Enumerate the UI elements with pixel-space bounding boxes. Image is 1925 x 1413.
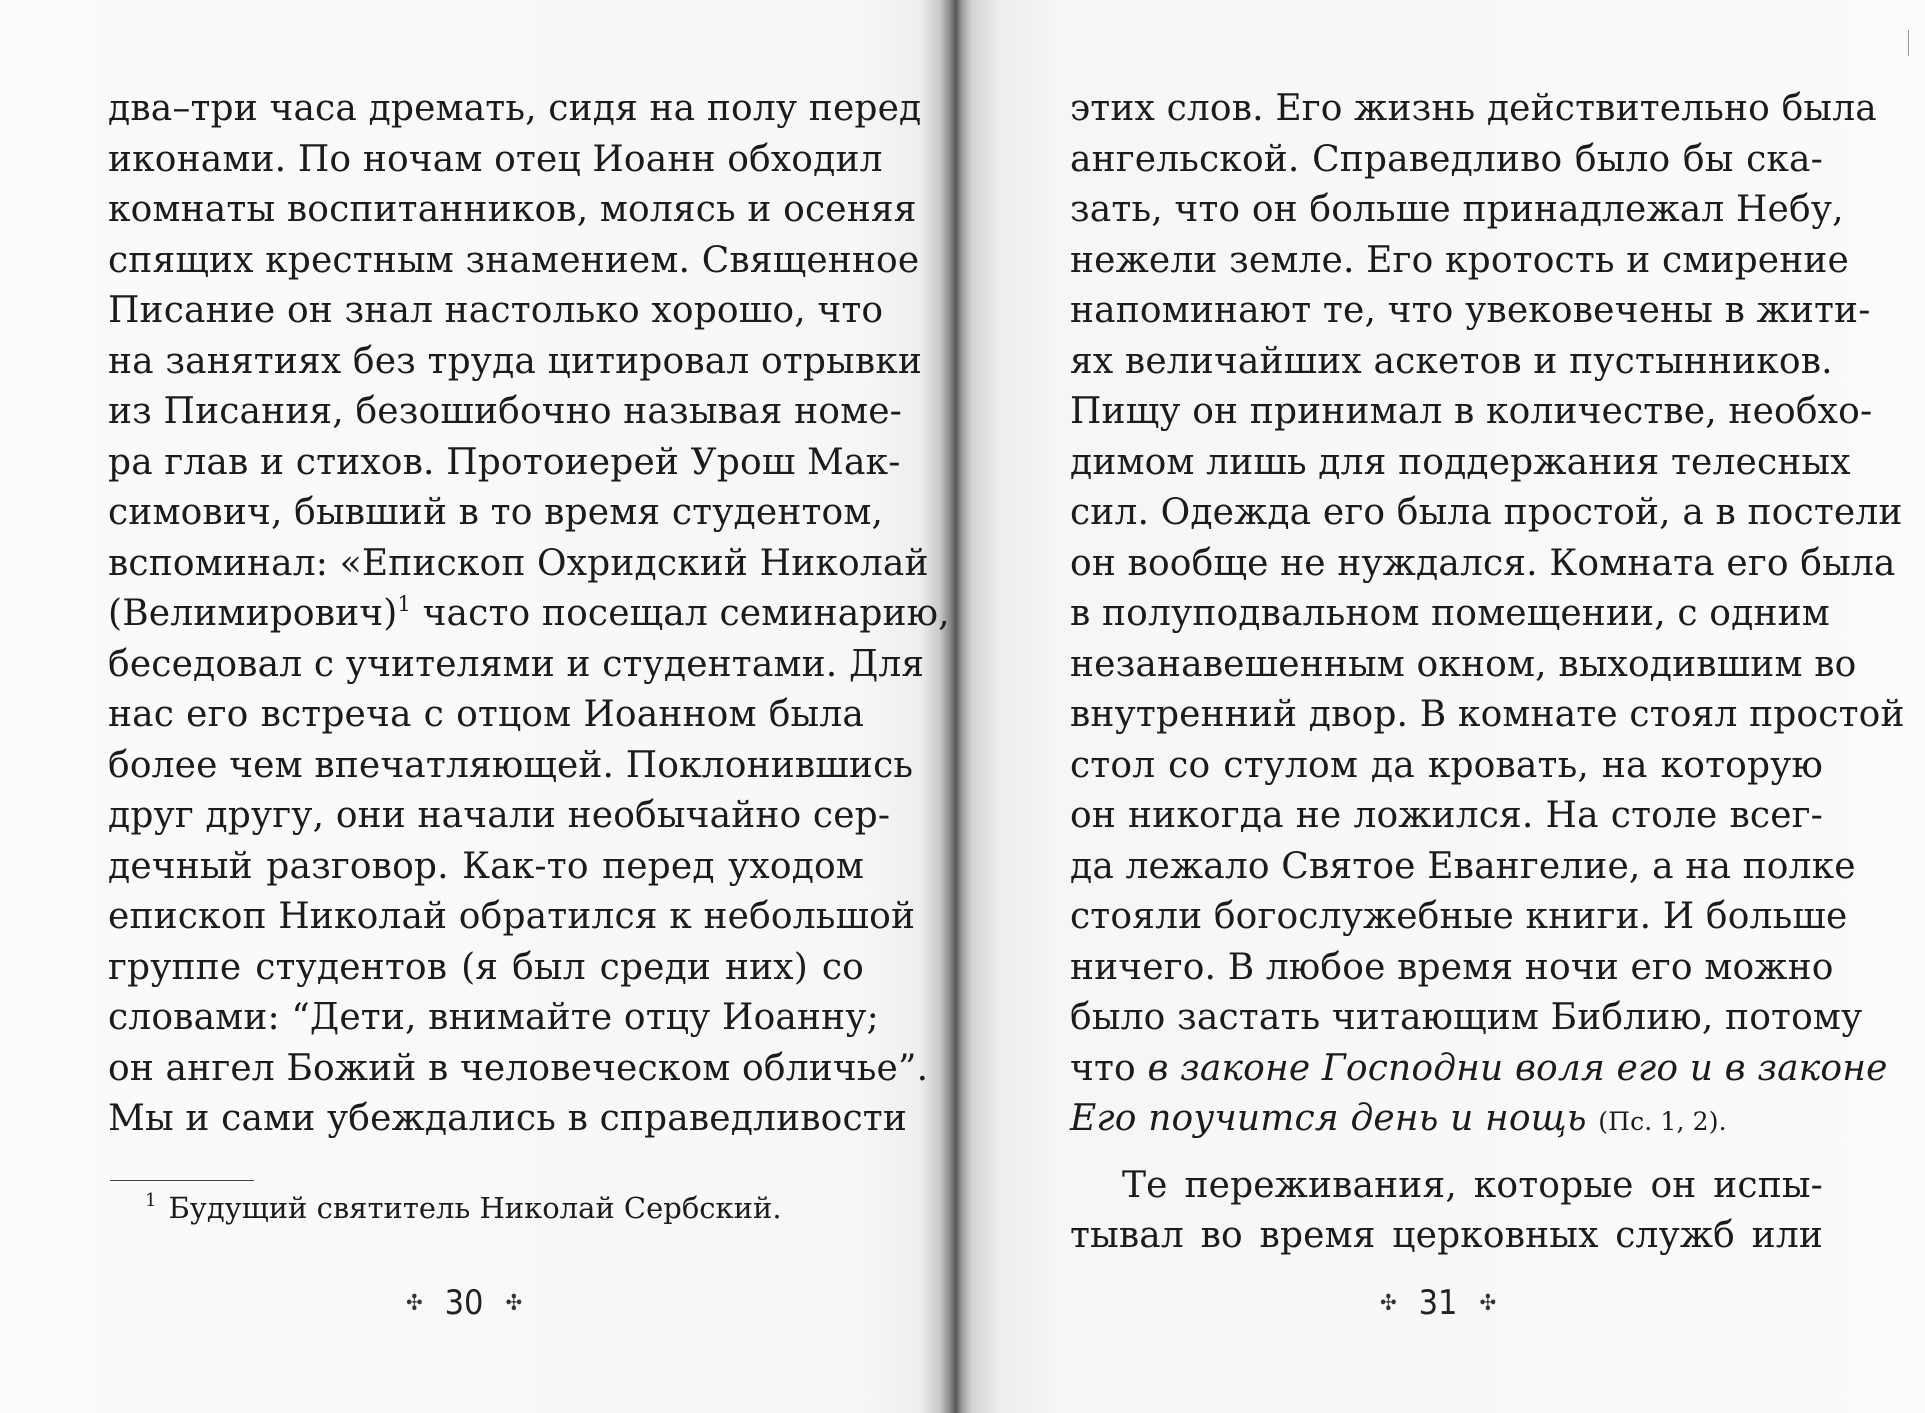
text-line: димом лишь для поддержания телесных: [1070, 441, 1851, 483]
page-number: 30: [444, 1283, 484, 1323]
ornament-cross-icon: ✣: [406, 1290, 423, 1316]
left-page: [0, 0, 955, 1413]
text-line-quotation: [1070, 1094, 1823, 1145]
text-line: стояли богослужебные книги. И больше: [1070, 896, 1848, 937]
footnote-marker: 1: [145, 1190, 157, 1211]
text-line-with-footnote: [108, 589, 950, 640]
footnote: [145, 1188, 782, 1228]
right-page: [958, 0, 1925, 1413]
text-line: зать, что он больше принадлежал Небу,: [1070, 189, 1844, 230]
text-line: на занятиях без труда цитировал отрывки: [108, 340, 923, 382]
text-line: ра глав и стихов. Протоиерей Урош Мак-: [108, 441, 901, 483]
text-line: тывал во время церковных служб или: [1070, 1215, 1823, 1256]
text-line: этих слов. Его жизнь действительно была: [1070, 88, 1877, 129]
paragraph-first-line: Те переживания, которые он испы-: [1122, 1164, 1823, 1206]
text-line: было застать читающим Библию, потому: [1070, 997, 1863, 1038]
text-line: группе студентов (я был среди них) со: [108, 946, 864, 988]
text-line: комнаты воспитанников, молясь и осеняя: [108, 189, 917, 230]
text-line: напоминают те, что увековечены в жити-: [1070, 290, 1871, 331]
text-line: ангельской. Справедливо было бы ска-: [1070, 138, 1823, 180]
text-line: беседовал с учителями и студентами. Для: [108, 643, 925, 685]
right-page-text: [1070, 84, 1905, 1262]
page-corner-mark: [1908, 30, 1917, 56]
text-line: словами: “Дети, внимайте отцу Иоанну;: [108, 997, 879, 1038]
text-line: он ангел Божий в человеческом обличье”.: [108, 1047, 929, 1089]
text-line: в полуподвальном помещении, с одним: [1070, 593, 1830, 634]
text-segment: часто посещал семинарию,: [422, 593, 950, 634]
footnote-reference[interactable]: 1: [397, 592, 411, 616]
text-line: из Писания, безошибочно называя номе-: [108, 391, 902, 432]
page-number: 31: [1418, 1283, 1458, 1323]
text-line: стол со стулом да кровать, на которую: [1070, 744, 1823, 786]
text-line: два–три часа дремать, сидя на полу перед: [108, 88, 922, 129]
text-line: он никогда не ложился. На столе всег-: [1070, 795, 1823, 836]
ornament-cross-icon: ✣: [505, 1290, 523, 1316]
footnote-divider: [110, 1180, 254, 1181]
text-line: иконами. По ночам отец Иоанн обходил: [108, 138, 883, 180]
text-line-quotation: [1070, 1044, 1888, 1095]
text-line: да лежало Святое Евангелие, а на полке: [1070, 845, 1856, 887]
text-segment: что: [1070, 1047, 1136, 1089]
text-line: Писание он знал настолько хорошо, что: [108, 290, 884, 331]
ornament-cross-icon: ✣: [1479, 1290, 1497, 1316]
text-line: симович, бывший в то время студентом,: [108, 492, 884, 533]
text-line: дечный разговор. Как-то перед уходом: [108, 845, 864, 887]
psalm-quotation: Его поучится день и нощь: [1070, 1098, 1587, 1139]
text-line: епископ Николай обратился к небольшой: [108, 896, 916, 937]
text-line: более чем впечатляющей. Поклонившись: [108, 744, 914, 786]
text-line: Мы и сами убеждались в справедливости: [108, 1098, 907, 1139]
text-line: нас его встреча с отцом Иоанном была: [108, 694, 864, 735]
psalm-quotation: в законе Господни воля его и в законе: [1147, 1047, 1888, 1089]
text-line: ничего. В любое время ночи его можно: [1070, 946, 1834, 988]
text-line: нежели земле. Его кротость и смирение: [1070, 239, 1850, 281]
text-line: незанавешенным окном, выходившим во: [1070, 643, 1857, 685]
text-line: друг другу, они начали необычайно сер-: [108, 795, 891, 836]
footnote-text: Будущий святитель Николай Сербский.: [168, 1191, 782, 1225]
text-line: спящих крестным знамением. Священное: [108, 239, 920, 281]
text-line: внутренний двор. В комнате стоял простой: [1070, 694, 1905, 735]
text-line: вспоминал: «Епископ Охридский Николай: [108, 542, 929, 584]
page-number-footer: [406, 1278, 522, 1328]
scripture-reference: (Пс. 1, 2).: [1598, 1107, 1727, 1136]
text-line: Пищу он принимал в количестве, необхо-: [1070, 391, 1873, 432]
text-line: ях величайших аскетов и пустынников.: [1070, 340, 1833, 382]
text-segment: (Велимирович): [108, 593, 398, 634]
left-page-text: [108, 84, 950, 1145]
text-line: сил. Одежда его была простой, а в постели: [1070, 492, 1903, 533]
page-number-footer: [1380, 1278, 1496, 1328]
text-line: он вообще не нуждался. Комната его была: [1070, 542, 1896, 584]
ornament-cross-icon: ✣: [1380, 1290, 1397, 1316]
